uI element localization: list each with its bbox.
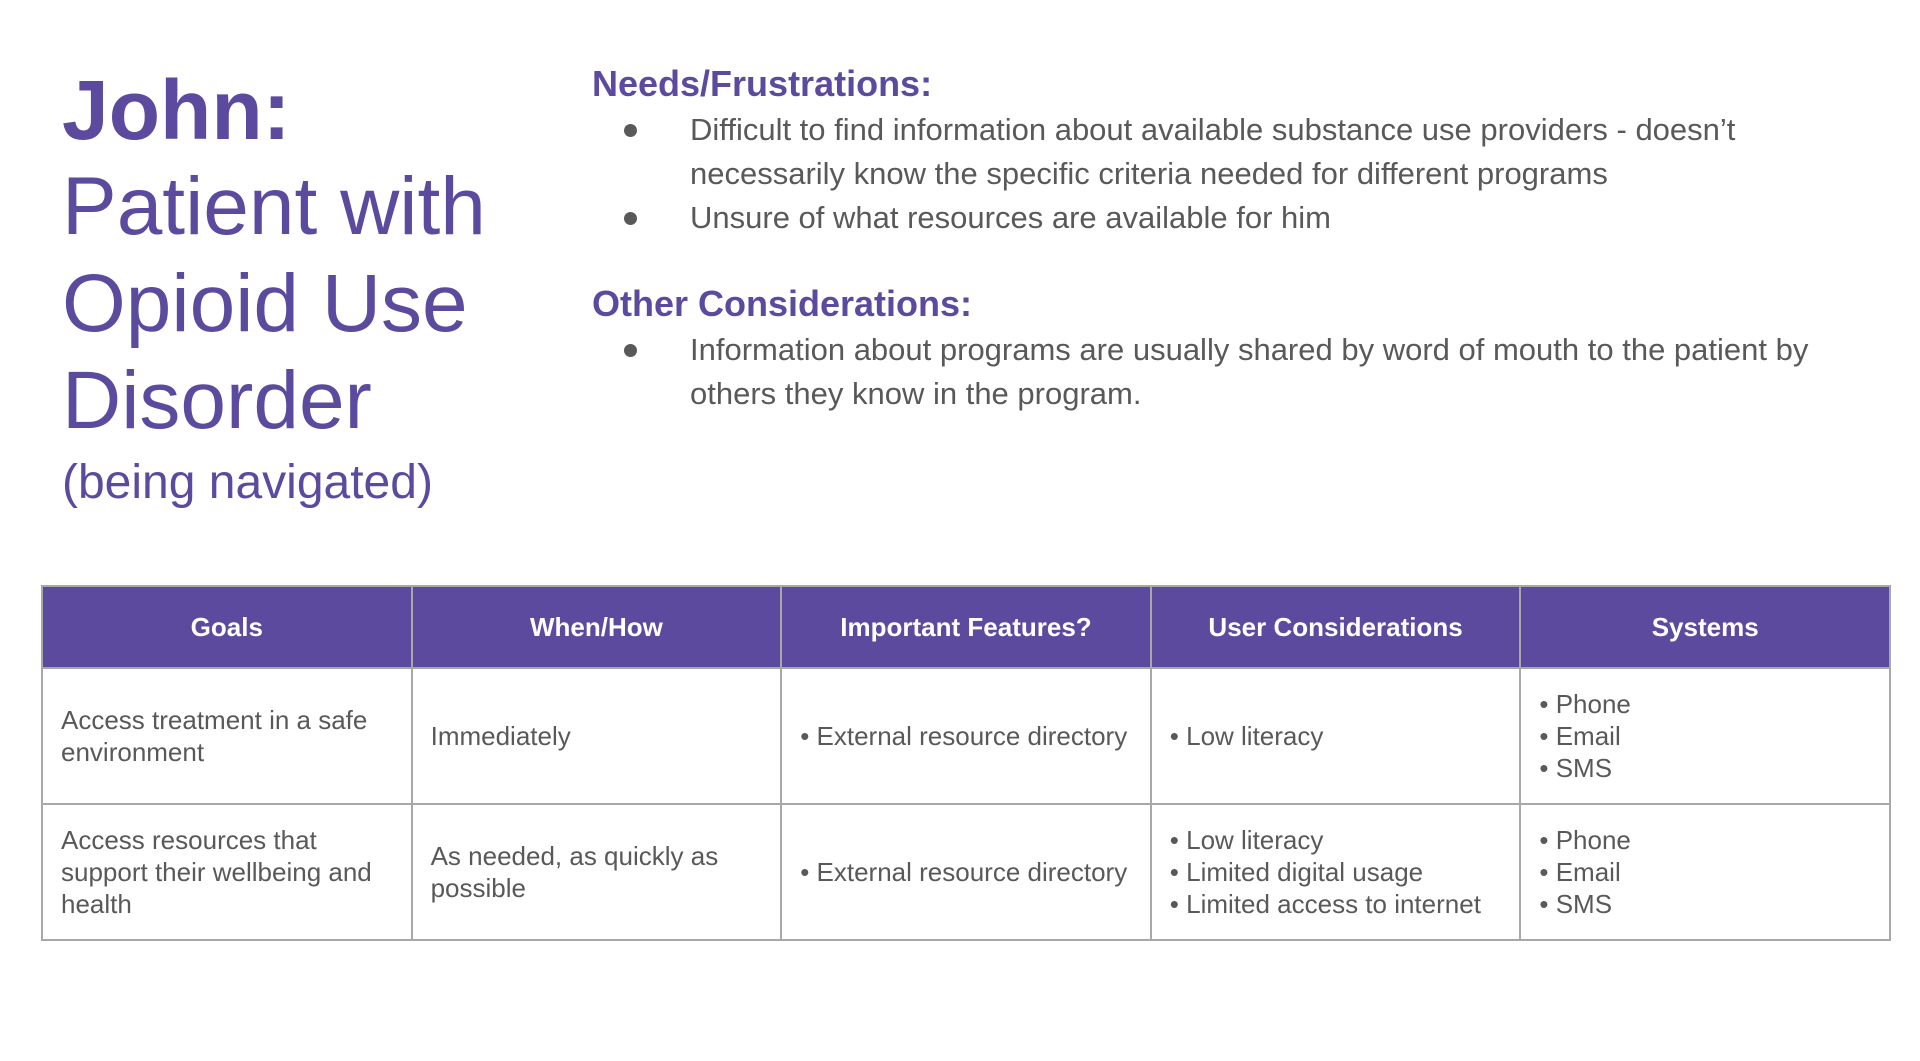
header-goals: Goals <box>42 586 412 668</box>
cell-user-considerations <box>1151 668 1521 804</box>
other-considerations-list <box>592 328 1892 416</box>
header-important-features: Important Features? <box>781 586 1151 668</box>
needs-item <box>592 108 1892 196</box>
cell-line: As needed, as quickly as possible <box>430 841 719 903</box>
cell-line: Access treatment in a safe environment <box>61 705 368 767</box>
cell-important-features <box>781 668 1151 804</box>
cell-important-features <box>781 804 1151 940</box>
header-user-considerations: User Considerations <box>1151 586 1521 668</box>
needs-list <box>592 108 1892 240</box>
cell-user-considerations <box>1151 804 1521 940</box>
cell-systems <box>1520 668 1890 804</box>
cell-line: • Low literacy <box>1169 721 1324 751</box>
cell-line: • Low literacy <box>1169 825 1324 855</box>
cell-line: • Limited access to internet <box>1169 889 1481 919</box>
table-header-row <box>42 586 1890 668</box>
persona-name: John: <box>62 63 291 157</box>
cell-line: • Phone <box>1539 689 1631 719</box>
bullet-icon <box>624 344 637 357</box>
header-when-how: When/How <box>412 586 782 668</box>
notes-panel <box>592 60 1892 416</box>
other-considerations-item-text: Information about programs are usually shared by word of mouth to the patient by others they know in the program. <box>690 332 1809 411</box>
cell-line: • SMS <box>1539 889 1613 919</box>
persona-role-line-3: Disorder <box>62 355 372 446</box>
cell-line: • Email <box>1539 721 1621 751</box>
cell-line: • Phone <box>1539 825 1631 855</box>
cell-line: • External resource directory <box>800 721 1128 751</box>
bullet-icon <box>624 124 637 137</box>
needs-item-text: Difficult to find information about available substance use providers - doesn’t necessarily know the specific criteria needed for different programs <box>690 112 1736 191</box>
cell-goals <box>42 668 412 804</box>
other-considerations-item <box>592 328 1892 416</box>
cell-when-how <box>412 804 782 940</box>
persona-subtitle: (being navigated) <box>62 456 433 509</box>
persona-table <box>41 585 1891 941</box>
needs-heading: Needs/Frustrations: <box>592 63 933 104</box>
cell-when-how <box>412 668 782 804</box>
cell-systems <box>1520 804 1890 940</box>
bullet-icon <box>624 212 637 225</box>
persona-role-line-1: Patient with <box>62 161 486 252</box>
cell-line: • Email <box>1539 857 1621 887</box>
table-row <box>42 804 1890 940</box>
cell-line: Access resources that support their wellbeing and health <box>61 825 372 919</box>
cell-line: • External resource directory <box>800 857 1128 887</box>
needs-item <box>592 196 1892 240</box>
needs-item-text: Unsure of what resources are available for him <box>690 200 1331 235</box>
cell-goals <box>42 804 412 940</box>
other-considerations-heading: Other Considerations: <box>592 283 973 324</box>
persona-role-line-2: Opioid Use <box>62 258 468 349</box>
persona-title-block <box>62 62 532 513</box>
cell-line: Immediately <box>430 721 571 751</box>
cell-line: • SMS <box>1539 753 1613 783</box>
header-systems: Systems <box>1520 586 1890 668</box>
table-row <box>42 668 1890 804</box>
cell-line: • Limited digital usage <box>1169 857 1424 887</box>
